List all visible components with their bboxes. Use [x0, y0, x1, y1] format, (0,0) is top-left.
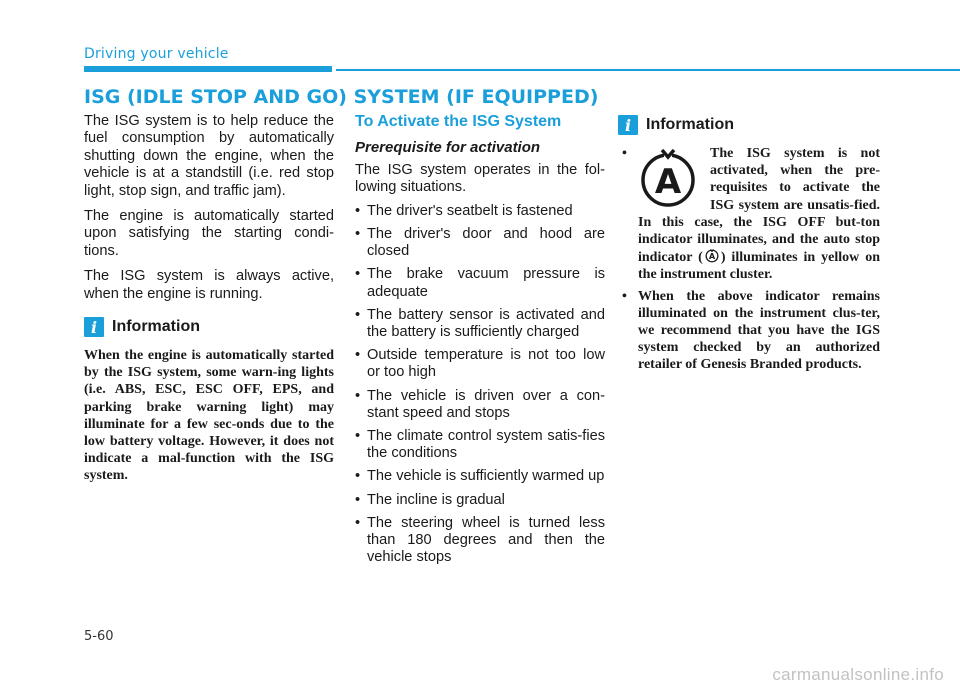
watermark: carmanualsonline.info [772, 665, 944, 684]
info-title: Information [646, 116, 734, 133]
intro-paragraph-1: The ISG system is to help reduce the fuel consumption by automatically shutting down the engine, when the vehicle is at a standstill (i.e. red stop light, stop sign, and traffic jam). [84, 113, 334, 199]
list-item: • The driver's seatbelt is fastened [355, 203, 605, 220]
prerequisite-intro: The ISG system operates in the fol-lowing situations. [355, 162, 605, 196]
list-item: • The vehicle is driven over a con-stant speed and stops [355, 388, 605, 422]
list-item: • When the above indicator remains illuminated on the instrument clus-ter, we recommend that you have the IGS system checked by an authorized retailer of Genesis Branded products. [618, 288, 880, 374]
auto-stop-small-icon [703, 248, 721, 263]
section-label: Driving your vehicle [84, 46, 229, 62]
list-item: • Outside temperature is not too low or too high [355, 347, 605, 381]
list-item: • The driver's door and hood are closed [355, 226, 605, 260]
page-title: ISG (IDLE STOP AND GO) SYSTEM (IF EQUIPPED) [84, 86, 599, 108]
info-header [84, 317, 334, 337]
list-item: • The battery sensor is activated and the battery is sufficiently charged [355, 307, 605, 341]
auto-stop-indicator-icon [638, 147, 698, 207]
list-item: • The climate control system satis-fies the conditions [355, 428, 605, 462]
info-icon: i [618, 115, 638, 135]
info-bullet-1-text-before: The ISG system is not activated, when the pre-requisites to activate the ISG system are unsatis-fied. In this case, the ISG OFF but-ton indicator illuminates, and the auto stop indicator ( [638, 146, 880, 266]
list-item [618, 145, 880, 284]
prerequisite-heading: Prerequisite for activation [355, 139, 541, 156]
list-item: • The brake vacuum pressure is adequate [355, 266, 605, 300]
info-text: When the engine is automatically started by the ISG system, some warn-ing lights (i.e. ABS, ESC, ESC OFF, EPS, and parking brake warning light) may illuminate for a few sec-onds due to the low battery voltage. However, it does not indicate a mal-function with the ISG system. [84, 348, 334, 484]
auto-stop-small-letter: A [708, 251, 715, 262]
list-item: • The incline is gradual [355, 492, 605, 509]
intro-paragraph-3: The ISG system is always active, when the engine is running. [84, 268, 334, 302]
column-2 [355, 113, 605, 572]
info-title: Information [112, 318, 200, 336]
auto-stop-letter: • A [654, 162, 682, 202]
header-rule-thin [336, 69, 960, 71]
intro-paragraph-2: The engine is automatically started upon satisfying the starting condi-tions. [84, 208, 334, 259]
list-item: • The steering wheel is turned less than 180 degrees and then the vehicle stops [355, 515, 605, 567]
activate-heading: To Activate the ISG System [355, 113, 562, 130]
info-bullet-1-text-after: ) illuminates in yellow on the instrument cluster. [638, 250, 880, 283]
info-icon: i [84, 317, 104, 337]
list-item: • The vehicle is sufficiently warmed up [355, 468, 605, 485]
prerequisite-list [355, 203, 605, 567]
page-number: 5-60 [84, 629, 114, 644]
column-1 [84, 113, 334, 485]
info-list [618, 145, 880, 374]
column-3 [618, 113, 880, 378]
info-header [618, 115, 880, 135]
header-rule-thick [84, 66, 332, 72]
